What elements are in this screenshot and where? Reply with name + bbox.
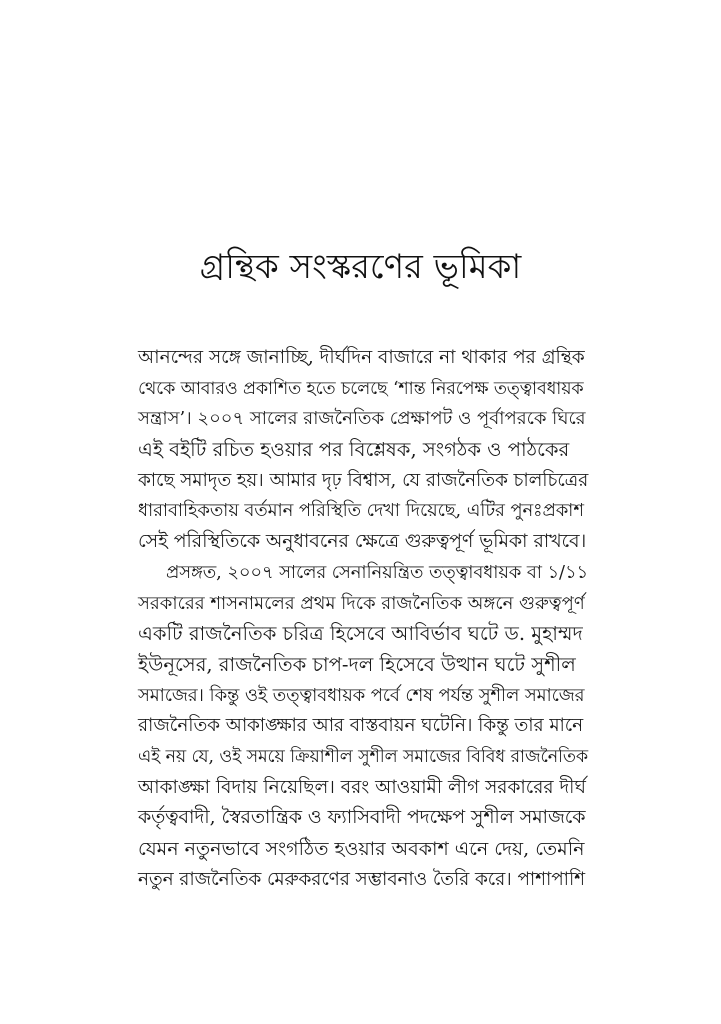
text-line: সরকারের শাসনামলের প্রথম দিকে রাজনৈতিক অঙ্গনে গুরুত্বপূর্ণ: [138, 592, 585, 614]
text-line: প্রসঙ্গত, ২০০৭ সালের সেনানিয়ন্ত্রিত তত্ত্বাবধায়ক বা ১/১১: [166, 562, 589, 583]
text-line: যেমন নতুনভাবে সংগঠিত হওয়ার অবকাশ এনে দেয়, তেমনি: [138, 838, 585, 860]
text-line: কাছে সমাদৃত হয়। আমার দৃঢ় বিশ্বাস, যে রাজনৈতিক চালচিত্রের: [138, 469, 589, 491]
text-line: এই বইটি রচিত হওয়ার পর বিশ্লেষক, সংগঠক ও পাঠকের: [138, 438, 570, 462]
text-line: থেকে আবারও প্রকাশিত হতে চলেছে ‘শান্ত নিরপেক্ষ তত্ত্বাবধায়ক: [138, 378, 584, 399]
text-line: ধারাবাহিকতায় বর্তমান পরিস্থিতি দেখা দিয়েছে, এটির পুনঃপ্রকাশ: [138, 501, 584, 522]
text-line: ইউনূসের, রাজনৈতিক চাপ-দল হিসেবে উত্থান ঘটে সুশীল: [138, 652, 576, 676]
text-line: আকাঙ্ক্ষা বিদায় নিয়েছিল। বরং আওয়ামী লীগ সরকারের দীর্ঘ: [138, 776, 586, 798]
text-line: একটি রাজনৈতিক চরিত্র হিসেবে আবির্ভাব ঘটে ড. মুহাম্মদ: [138, 622, 583, 646]
text-line: সমাজের। কিন্তু ওই তত্ত্বাবধায়ক পর্বে শেষ পর্যন্ত সুশীল সমাজের: [138, 685, 585, 706]
body-text: [138, 343, 588, 895]
text-line: এই নয় যে, ওই সময়ে ক্রিয়াশীল সুশীল সমাজের বিবিধ রাজনৈতিক: [138, 746, 588, 767]
page-title: গ্রন্থিক সংস্করণের ভূমিকা: [199, 247, 522, 287]
text-line: কর্তৃত্ববাদী, স্বৈরতান্ত্রিক ও ফ্যাসিবাদী পদক্ষেপ সুশীল সমাজকে: [138, 807, 586, 829]
text-line: আনন্দের সঙ্গে জানাচ্ছি, দীর্ঘদিন বাজারে না থাকার পর গ্রন্থিক: [138, 347, 585, 368]
text-line: সন্ত্রাস’। ২০০৭ সালের রাজনৈতিক প্রেক্ষাপট ও পূর্বাপরকে ঘিরে: [138, 408, 586, 430]
text-line: নতুন রাজনৈতিক মেরুকরণের সম্ভাবনাও তৈরি করে। পাশাপাশি: [138, 868, 585, 890]
text-line: সেই পরিস্থিতিকে অনুধাবনের ক্ষেত্রে গুরুত্বপূর্ণ ভূমিকা রাখবে।: [138, 531, 587, 553]
text-line: রাজনৈতিক আকাঙ্ক্ষার আর বাস্তবায়ন ঘটেনি। কিন্তু তার মানে: [138, 715, 584, 737]
